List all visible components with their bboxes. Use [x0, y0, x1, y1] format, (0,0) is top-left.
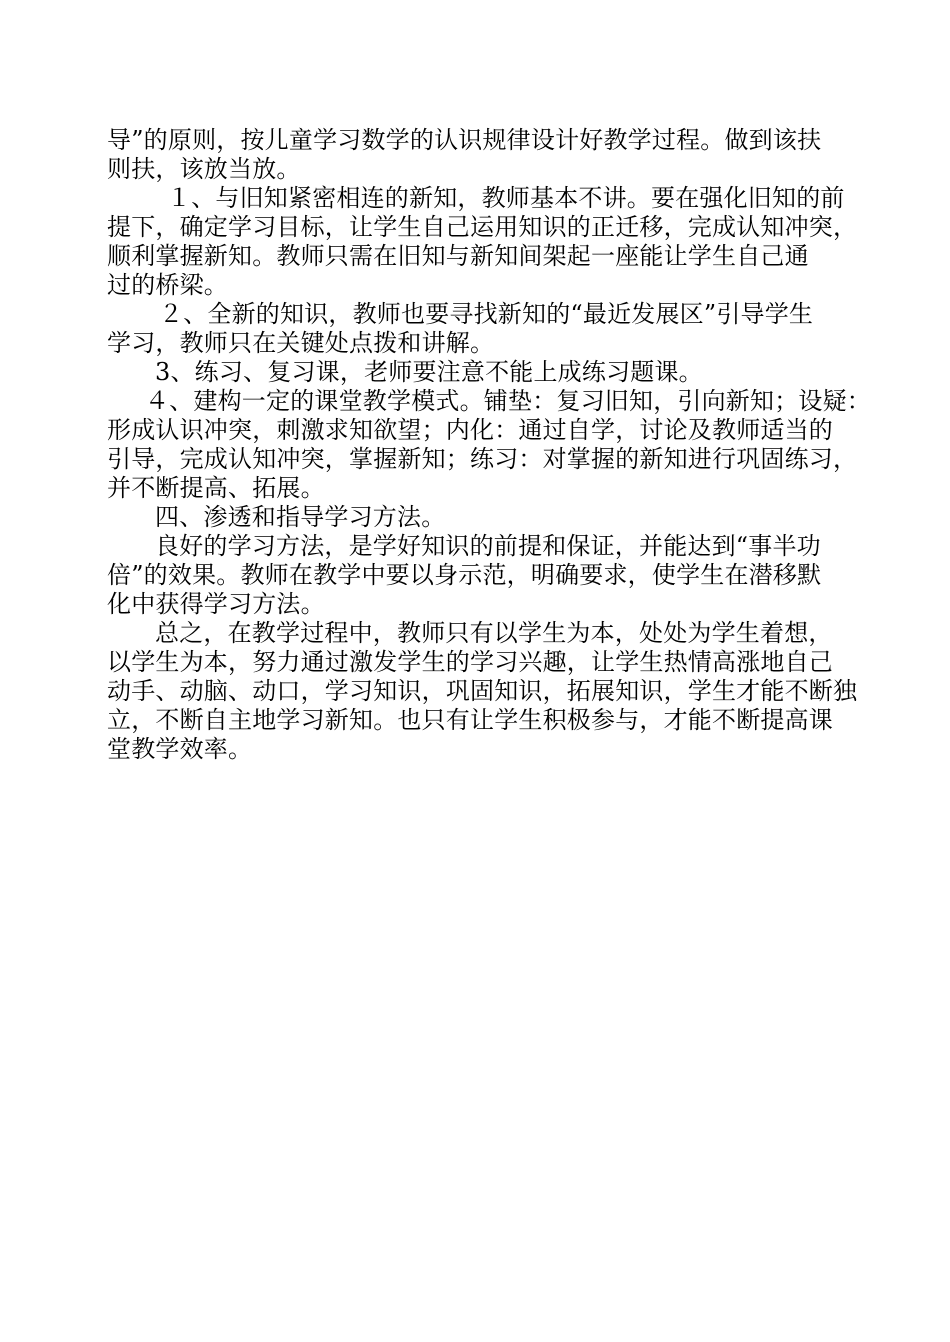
- section-heading: 四、渗透和指导学习方法。: [155, 503, 446, 531]
- text-line: 学习，教师只在关键处点拨和讲解。: [107, 329, 495, 357]
- text-line: 以学生为本，努力通过激发学生的学习兴趣，让学生热情高涨地自己: [107, 648, 833, 676]
- text-line: ２、全新的知识，教师也要寻找新知的“最近发展区”引导学生: [159, 300, 814, 328]
- text-line: 3、练习、复习课，老师要注意不能上成练习题课。: [155, 358, 703, 386]
- text-line: 提下，确定学习目标，让学生自己运用知识的正迁移，完成认知冲突，: [107, 213, 858, 241]
- paragraph-learning-method: [107, 532, 857, 619]
- text-line: 良好的学习方法，是学好知识的前提和保证，并能达到“事半功: [155, 532, 821, 560]
- paragraph-point-3: [107, 358, 857, 387]
- paragraph-section-heading-4: [107, 503, 857, 532]
- document-body: [107, 126, 871, 764]
- text-line: 动手、动脑、动口，学习知识，巩固知识，拓展知识，学生才能不断独: [107, 677, 858, 705]
- text-line: 顺利掌握新知。教师只需在旧知与新知间架起一座能让学生自己通: [107, 242, 809, 270]
- text-line: 并不断提高、拓展。: [107, 474, 325, 502]
- paragraph-point-1: [107, 184, 857, 300]
- text-line: 化中获得学习方法。: [107, 590, 325, 618]
- paragraph-summary: [107, 619, 857, 764]
- text-line: 总之，在教学过程中，教师只有以学生为本，处处为学生着想，: [155, 619, 833, 647]
- paragraph-guidance-principle: [107, 126, 857, 184]
- text-line: 立，不断自主地学习新知。也只有让学生积极参与，才能不断提高课: [107, 706, 833, 734]
- text-line: 引导，完成认知冲突，掌握新知；练习：对掌握的新知进行巩固练习，: [107, 445, 858, 473]
- text-line: 形成认识冲突，刺激求知欲望；内化：通过自学，讨论及教师适当的: [107, 416, 833, 444]
- paragraph-point-2: [107, 300, 857, 358]
- text-line: 则扶，该放当放。: [107, 155, 301, 183]
- text-line: 倍”的效果。教师在教学中要以身示范，明确要求，使学生在潜移默: [107, 561, 822, 589]
- text-line: 导”的原则，按儿童学习数学的认识规律设计好教学过程。做到该扶: [107, 126, 822, 154]
- text-line: ４、建构一定的课堂教学模式。铺垫：复习旧知，引向新知；设疑：: [145, 387, 871, 415]
- text-line: １、与旧知紧密相连的新知，教师基本不讲。要在强化旧知的前: [167, 184, 845, 212]
- paragraph-point-4: [107, 387, 871, 503]
- text-line: 堂教学效率。: [107, 735, 253, 763]
- text-line: 过的桥梁。: [107, 271, 228, 299]
